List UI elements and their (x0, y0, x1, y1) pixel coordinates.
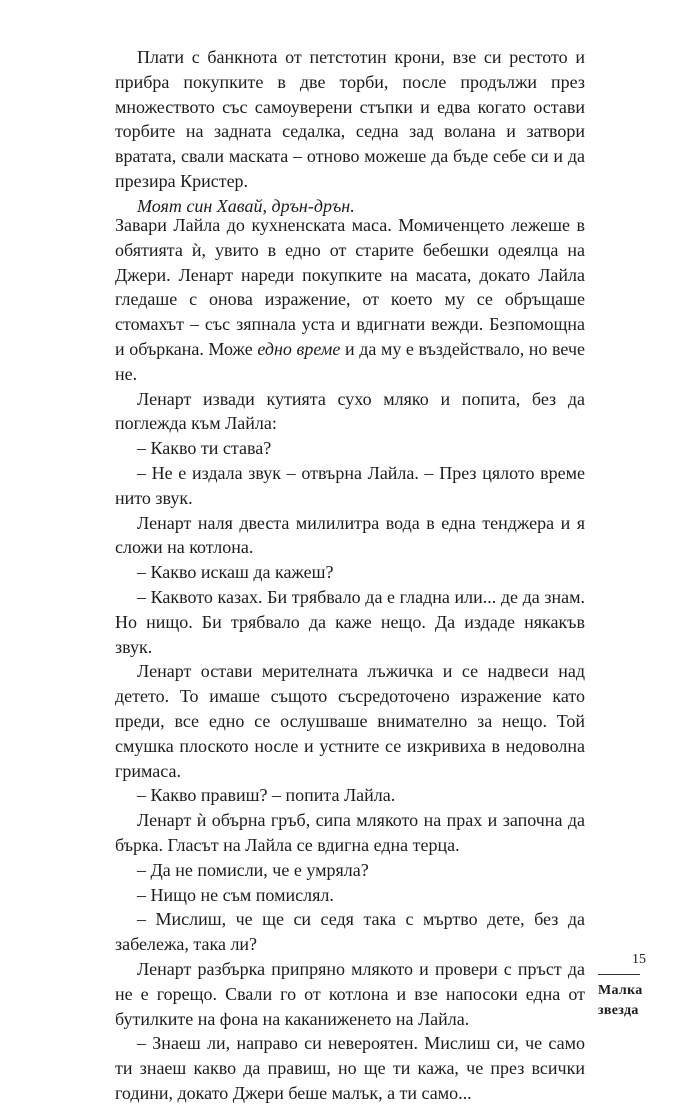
paragraph: Ленарт разбърка припряно млякото и провери с пръст да не е горещо. Свали го от котлона и взе напосоки една от бутилките на фона на каканиженето на Лайла. (115, 958, 585, 1029)
text-span: и да му е въздействало, но вече не. (115, 338, 585, 384)
book-title-line-1: Малка (598, 983, 643, 998)
dialogue-line: – Да не помисли, че е умряла? (137, 859, 369, 880)
page-number: 15 (632, 952, 646, 967)
paragraph: Ленарт остави мерителната лъжичка и се надвеси над детето. То имаше същото съсредоточено изражение като преди, все едно се ослушваше внимателно за нещо. Той смушка плоското носле и устните се изкривиха в недоволна гримаса. (115, 661, 585, 781)
italic-paragraph: Моят син Хавай, дрън-дрън. (137, 195, 355, 216)
page-footer (598, 952, 678, 1021)
section-1 (115, 45, 585, 219)
paragraph: Ленарт извади кутията сухо мляко и попита, без да поглежда към Лайла: (115, 388, 585, 434)
dialogue-line: – Каквото казах. Би трябвало да е гладна или... де да знам. Но нищо. Би трябвало да каже нещо. Да издаде някакъв звук. (115, 586, 585, 657)
dialogue-line: – Какво правиш? – попита Лайла. (137, 785, 396, 806)
paragraph: Плати с банкнота от петстотин крони, взе си рестото и прибра покупките в две торби, после продължи през множеството със самоуверени стъпки и едва когато остави торбите на задната седалка, седна зад волана и затвори вратата, свали маската – отново можеше да бъде себе си и да презира Кристер. (115, 47, 585, 191)
dialogue-line: – Какво искаш да кажеш? (137, 562, 334, 583)
dialogue-line: – Какво ти става? (137, 438, 272, 459)
footer-divider (598, 974, 640, 975)
dialogue-line: – Мислиш, че ще си седя така с мъртво дете, без да забележа, така ли? (115, 909, 585, 955)
dialogue-line: – Знаеш ли, направо си невероятен. Мислиш си, че само ти знаеш какво да правиш, но ще ти кажа, че през всички години, докато Джери беше малък, а ти само... (115, 1033, 585, 1103)
paragraph: Ленарт ѝ обърна гръб, сипа млякото на прах и започна да бърка. Гласът на Лайла се вдигна една терца. (115, 810, 585, 855)
book-title-line-2: звезда (598, 1003, 639, 1018)
paragraph: Ленарт наля двеста милилитра вода в една тенджера и я сложи на котлона. (115, 512, 585, 558)
emphasis: едно време (257, 338, 341, 359)
dialogue-line: – Нищо не съм помислял. (137, 884, 334, 905)
section-2 (115, 213, 585, 1106)
dialogue-line: – Не е издала звук – отвърна Лайла. – През цялото време нито звук. (115, 462, 585, 508)
opening-paragraph (115, 213, 585, 387)
text-span: Завари Лайла до кухненската маса. Момиченцето лежеше в обятията ѝ, увито в едно от старите бебешки одеялца на Джери. Ленарт нареди покупките на масата, докато Лайла гледаше с онова изражение, от което му се обръщаше стомахът – със зяпнала уста и вдигнати вежди. Безпомощна и объркана. Може (115, 215, 585, 359)
